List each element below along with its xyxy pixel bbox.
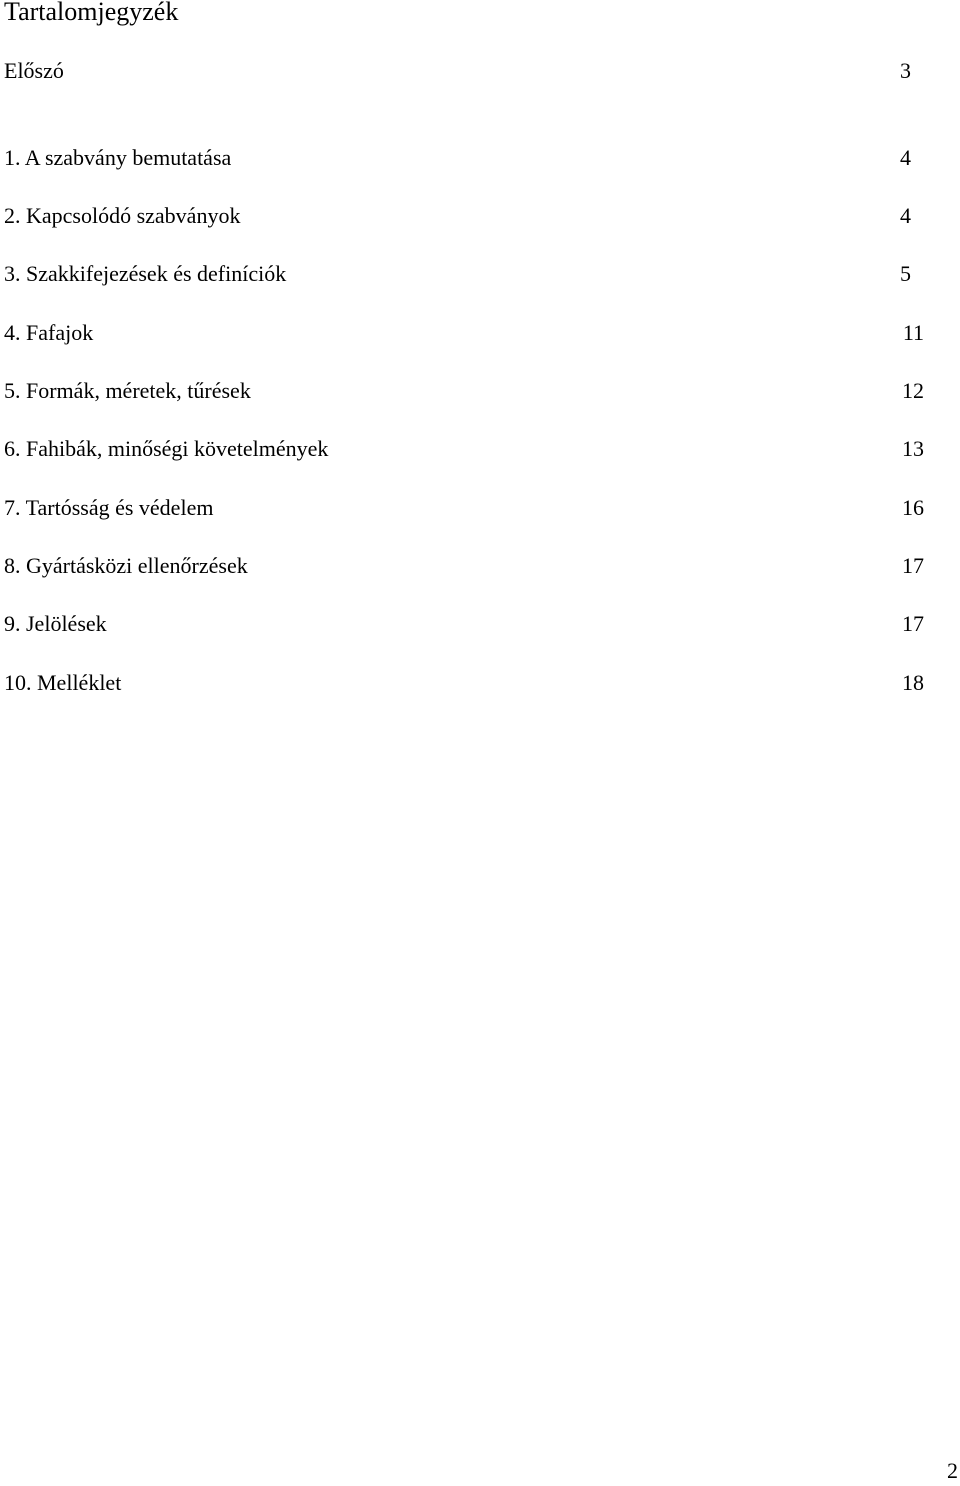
toc-entry-label: 5. Formák, méretek, tűrések (4, 378, 251, 403)
toc-entry-label: 6. Fahibák, minőségi követelmények (4, 436, 329, 461)
toc-entry-9 (4, 609, 924, 639)
toc-entry-label: 7. Tartósság és védelem (4, 495, 214, 520)
toc-entry-foreword (4, 56, 924, 86)
toc-entry-3 (4, 259, 924, 289)
toc-entry-page: 13 (902, 436, 924, 461)
page-number: 2 (947, 1458, 958, 1483)
toc-entry-label: 9. Jelölések (4, 611, 107, 636)
toc-entry-label: Előszó (4, 58, 64, 83)
toc-entry-label: 2. Kapcsolódó szabványok (4, 203, 241, 228)
toc-entry-page: 18 (902, 670, 924, 695)
toc-entry-page: 3 (900, 58, 911, 83)
toc-entry-page: 5 (900, 261, 911, 286)
toc-entry-label: 4. Fafajok (4, 320, 94, 345)
toc-entry-label: 1. A szabvány bemutatása (4, 145, 232, 170)
toc-entry-4 (4, 318, 924, 348)
toc-entry-page: 12 (902, 378, 924, 403)
toc-entry-8 (4, 551, 924, 581)
toc-entry-page: 4 (900, 203, 911, 228)
toc-entry-page: 17 (902, 553, 924, 578)
toc-entry-page: 11 (902, 320, 924, 345)
toc-entry-7 (4, 493, 924, 523)
toc-entry-page: 17 (902, 611, 924, 636)
toc-entry-5 (4, 376, 924, 406)
toc-entry-label: 3. Szakkifejezések és definíciók (4, 261, 287, 286)
toc-entry-10 (4, 668, 924, 698)
page-title: Tartalomjegyzék (4, 0, 179, 26)
toc-entry-6 (4, 434, 924, 464)
toc-entry-label: 8. Gyártásközi ellenőrzések (4, 553, 248, 578)
toc-entry-page: 4 (900, 145, 911, 170)
toc-entry-page: 16 (902, 495, 924, 520)
toc-entry-label: 10. Melléklet (4, 670, 122, 695)
toc-entry-2 (4, 201, 924, 231)
toc-list (0, 0, 960, 720)
toc-entry-1 (4, 143, 924, 173)
